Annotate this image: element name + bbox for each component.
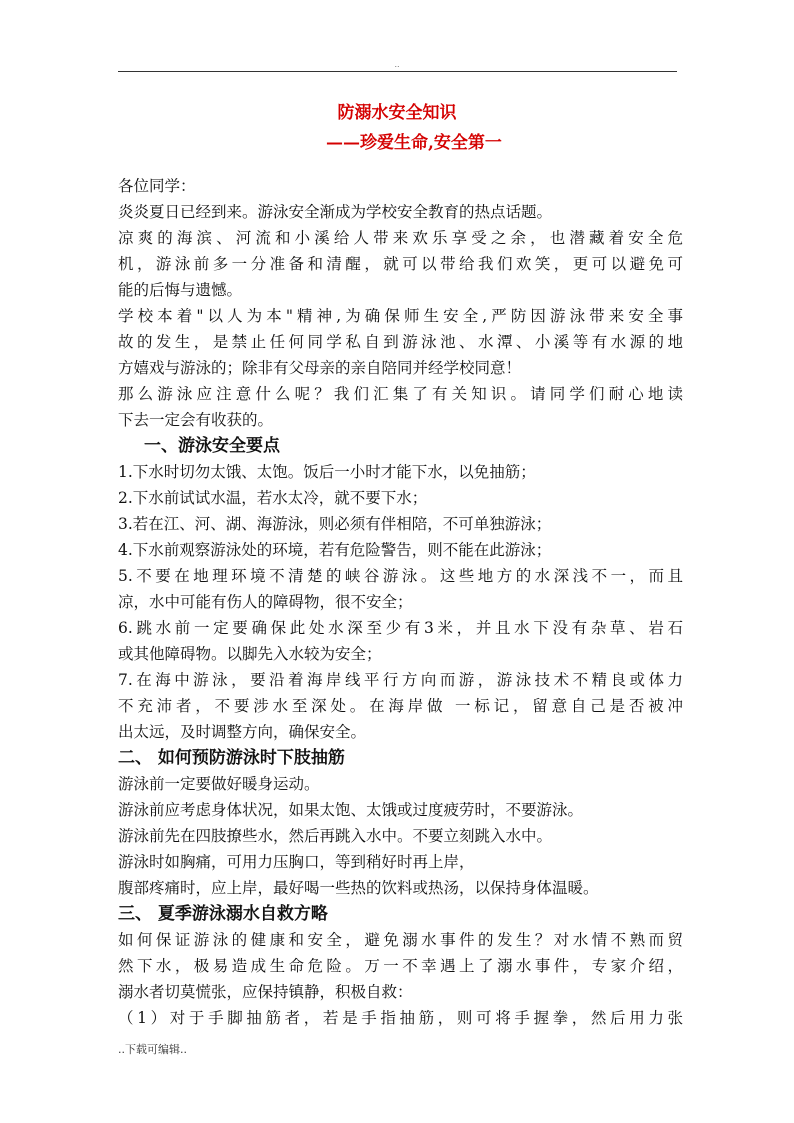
paragraph-line: 游泳前应考虑身体状况，如果太饱、太饿或过度疲劳时，不要游泳。	[118, 801, 584, 819]
list-item: 或其他障碍物。以脚先入水较为安全；	[118, 645, 382, 663]
paragraph-line: 方嬉戏与游泳的；除非有父母亲的亲自陪同并经学校同意！	[118, 359, 522, 377]
paragraph-line: 炎炎夏日已经到来。游泳安全渐成为学校安全教育的热点话题。	[118, 203, 553, 221]
section-heading-3: 三、 夏季游泳溺水自救方略	[118, 904, 328, 924]
doc-subtitle: ——珍爱生命,安全第一	[326, 133, 502, 153]
list-item: 凉，水中可能有伤人的障碍物，很不安全；	[118, 593, 413, 611]
greeting-line: 各位同学：	[118, 177, 196, 195]
paragraph-line: 下去一定会有收获的。	[118, 411, 274, 429]
list-item: 出太远，及时调整方向，确保安全。	[118, 723, 367, 741]
paragraph-line: 故的发生，是禁止任何同学私自到游泳池、水潭、小溪等有水源的地	[118, 333, 683, 351]
doc-body	[118, 173, 683, 1031]
section-heading-1: 一、游泳安全要点	[144, 436, 280, 456]
paragraph-line: 那么游泳应注意什么呢？我们汇集了有关知识。请同学们耐心地读	[118, 385, 683, 403]
paragraph-line: （1）对于手脚抽筋者，若是手指抽筋，则可将手握拳，然后用力张	[118, 1009, 683, 1027]
list-item: 5.不要在地理环境不清楚的峡谷游泳。这些地方的水深浅不一，而且	[118, 567, 683, 585]
doc-title: 防溺水安全知识	[337, 103, 457, 123]
paragraph-line: 游泳前先在四肢撩些水，然后再跳入水中。不要立刻跳入水中。	[118, 827, 553, 845]
list-item: 7.在海中游泳，要沿着海岸线平行方向而游，游泳技术不精良或体力	[118, 671, 683, 689]
list-item: 1.下水时切勿太饿、太饱。饭后一小时才能下水，以免抽筋；	[118, 463, 536, 481]
paragraph-line: 然下水，极易造成生命危险。万一不幸遇上了溺水事件，专家介绍，	[118, 957, 683, 975]
paragraph-line: 学校本着"以人为本"精神,为确保师生安全,严防因游泳带来安全事	[118, 307, 683, 325]
paragraph-line: 如何保证游泳的健康和安全，避免溺水事件的发生？对水情不熟而贸	[118, 931, 683, 949]
footer-text: ..下载可编辑..	[118, 1043, 187, 1056]
list-item: 2.下水前试试水温，若水太冷，就不要下水；	[118, 489, 428, 507]
header-mark: ..	[394, 60, 400, 69]
paragraph-line: 能的后悔与遗憾。	[118, 281, 243, 299]
list-item: 不充沛者，不要涉水至深处。在海岸做 一标记，留意自己是否被冲	[118, 697, 683, 715]
paragraph-line: 腹部疼痛时，应上岸，最好喝一些热的饮料或热汤，以保持身体温暖。	[118, 879, 599, 897]
section-heading-2: 二、 如何预防游泳时下肢抽筋	[118, 748, 345, 768]
header-rule	[118, 71, 677, 72]
paragraph-line: 溺水者切莫慌张，应保持镇静，积极自救：	[118, 983, 413, 1001]
list-item: 6.跳水前一定要确保此处水深至少有3米，并且水下没有杂草、岩石	[118, 619, 683, 637]
paragraph-line: 机，游泳前多一分准备和清醒，就可以带给我们欢笑，更可以避免可	[118, 255, 683, 273]
paragraph-line: 游泳前一定要做好暖身运动。	[118, 775, 320, 793]
paragraph-line: 凉爽的海滨、河流和小溪给人带来欢乐享受之余，也潜藏着安全危	[118, 229, 683, 247]
list-item: 3.若在江、河、湖、海游泳，则必须有伴相陪，不可单独游泳；	[118, 515, 552, 533]
list-item: 4.下水前观察游泳处的环境，若有危险警告，则不能在此游泳；	[118, 541, 552, 559]
paragraph-line: 游泳时如胸痛，可用力压胸口，等到稍好时再上岸，	[118, 853, 475, 871]
